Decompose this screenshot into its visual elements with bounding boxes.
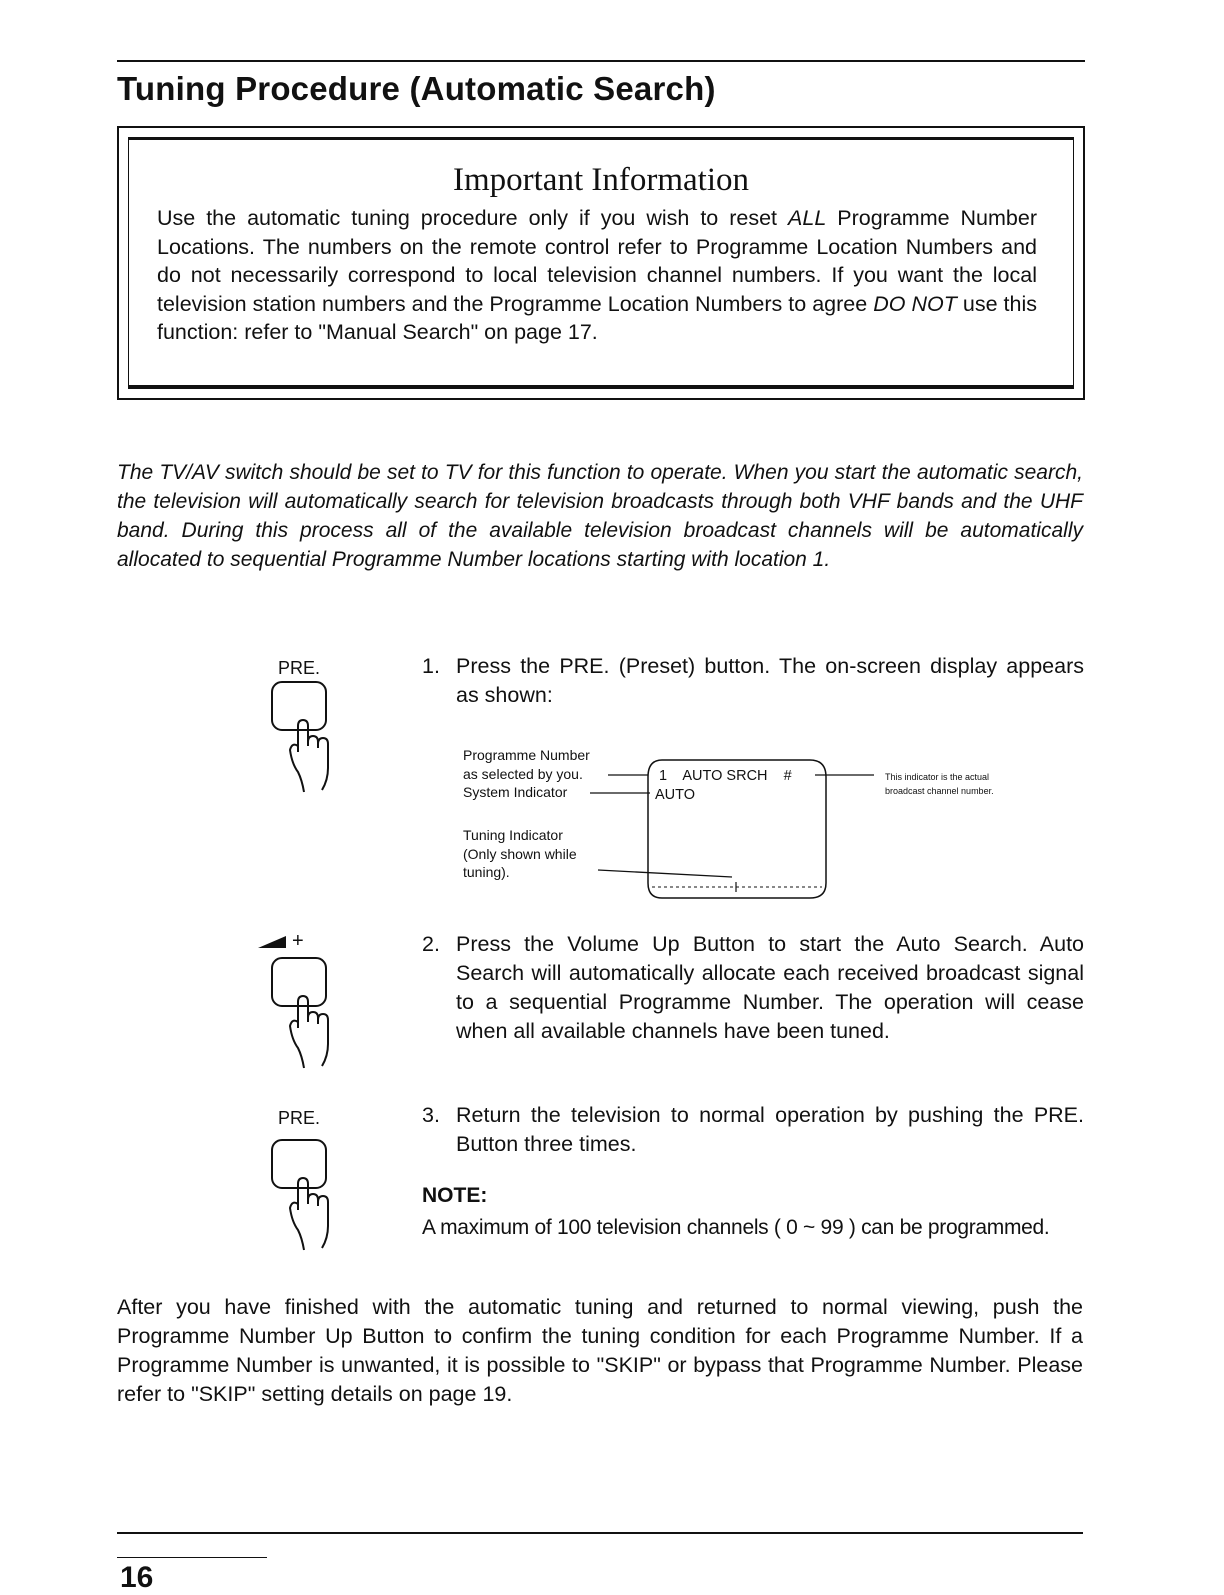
osd-tuning-label-line-2: (Only shown while xyxy=(463,846,577,862)
important-info-text xyxy=(157,204,1037,347)
bottom-rule xyxy=(117,1532,1083,1534)
osd-programme-label-line-1: Programme Number xyxy=(463,747,590,763)
volume-up-label: + xyxy=(292,930,304,952)
closing-paragraph: After you have finished with the automatic tuning and returned to normal viewing, push the Programme Number Up Button to confirm the tuning condition for each Programme Number. If a Programme Number is unwanted, it is possible to "SKIP" or bypass that Programme Number. Please refer to "SKIP" setting details on page 19. xyxy=(117,1295,1083,1406)
important-info-box xyxy=(117,126,1085,400)
volume-up-button-press-icon xyxy=(262,956,342,1076)
step-1 xyxy=(422,652,1084,710)
important-text-part: Use the automatic tuning procedure only if you wish to reset xyxy=(157,206,789,230)
emphasis-do-not: DO NOT xyxy=(873,291,957,316)
important-text-part: use this function: refer to "Manual Search" on page 17. xyxy=(157,291,1037,344)
note-text: A maximum of 100 television channels ( 0 ~ 99 ) can be programmed. xyxy=(422,1216,1050,1239)
step-text: Press the PRE. (Preset) button. The on-screen display appears as shown: xyxy=(456,654,1084,707)
step-2 xyxy=(422,930,1084,1046)
step-text: Return the television to normal operation by pushing the PRE. Button three times. xyxy=(456,1103,1084,1156)
pre-button-label: PRE. xyxy=(278,1108,321,1128)
step-number: 2. xyxy=(422,932,440,956)
volume-wedge-icon xyxy=(258,934,288,950)
emphasis-all: ALL xyxy=(788,206,827,230)
osd-tuning-label-line-3: tuning). xyxy=(463,864,510,880)
top-rule xyxy=(117,60,1085,62)
page-title: Tuning Procedure (Automatic Search) xyxy=(117,70,716,107)
pre-button-press-icon xyxy=(262,1138,342,1258)
osd-screen-line-1: 1 AUTO SRCH # xyxy=(659,768,792,784)
step-number: 3. xyxy=(422,1103,440,1127)
osd-tuning-label-line-1: Tuning Indicator xyxy=(463,827,563,843)
osd-channel-note-line-1: This indicator is the actual xyxy=(885,772,990,782)
osd-screen-line-2: AUTO xyxy=(655,787,696,803)
step-text: Press the Volume Up Button to start the Auto Search. Auto Search will automatically allocate each received broadcast signal to a sequential Programme Number. The operation will cease when all available channels have been tuned. xyxy=(456,932,1084,1043)
page-number-rule xyxy=(117,1557,267,1558)
intro-paragraph: The TV/AV switch should be set to TV for this function to operate. When you start the automatic search, the television will automatically search for television broadcasts through both VHF bands and the UHF band. During this process all of the available television broadcast channels will be automatically allocated to sequential Programme Number locations starting with location 1. xyxy=(117,461,1083,571)
osd-system-label: System Indicator xyxy=(463,784,568,800)
step-number: 1. xyxy=(422,654,440,678)
pre-button-label: PRE. xyxy=(278,658,321,678)
osd-channel-note-line-2: broadcast channel number. xyxy=(885,786,994,796)
page-number: 16 xyxy=(120,1561,154,1594)
pre-button-press-icon xyxy=(262,680,342,800)
important-info-heading: Important Information xyxy=(452,162,749,198)
important-text-part: Programme Number Locations. The numbers on the remote control refer to Programme Location Numbers and do not necessarily correspond to local television channel numbers. If you want the local television station numbers and the Programme Location Numbers to agree xyxy=(157,206,1037,316)
osd-programme-label-line-2: as selected by you. xyxy=(463,766,583,782)
note-title: NOTE: xyxy=(422,1184,488,1207)
step-3 xyxy=(422,1101,1084,1159)
